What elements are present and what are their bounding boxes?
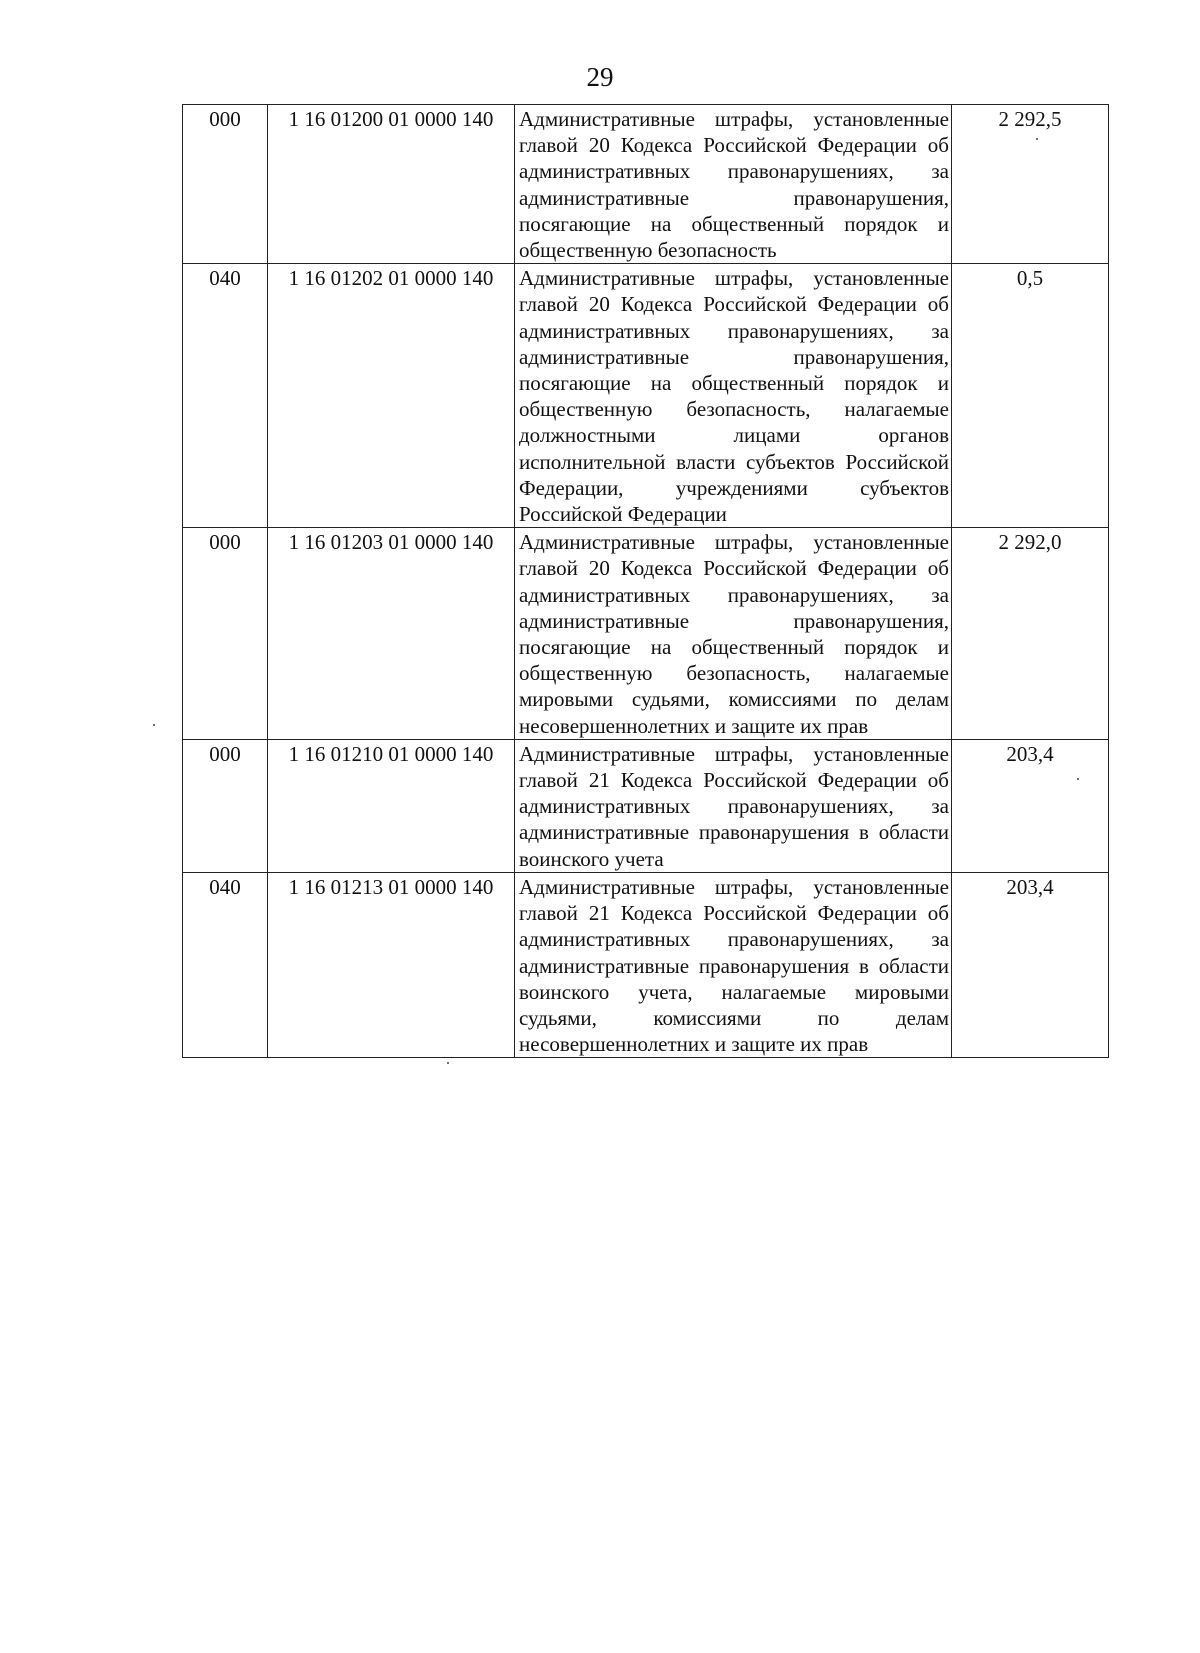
description-text: Административные штрафы, установленные главой 20 Кодекса Российской Федерации об административных правонарушениях, за административные правонарушения, посягающие на общественный порядок и общественную безопасность, налагаемые должностными лицами органов исполнительной власти субъектов Российской Федерации, учреждениями субъектов Российской Федерации [519, 266, 949, 527]
description-text: Административные штрафы, установленные главой 21 Кодекса Российской Федерации об административных правонарушениях, за административные правонарушения в области воинского учета [519, 741, 949, 871]
amount-cell: 203,4 [952, 872, 1109, 1057]
amount-cell: 2 292,0 [952, 528, 1109, 740]
scan-speck [447, 1062, 449, 1064]
admin-code-cell: 000 [183, 105, 268, 264]
amount-cell: 0,5 [952, 264, 1109, 528]
table-row [183, 528, 1109, 740]
amount-cell: 203,4 [952, 739, 1109, 872]
revenue-code-cell: 1 16 01202 01 0000 140 [268, 264, 515, 528]
description-cell [515, 105, 952, 264]
admin-code-cell: 000 [183, 528, 268, 740]
scan-speck [1036, 138, 1038, 140]
table-row [183, 739, 1109, 872]
revenue-code-cell: 1 16 01203 01 0000 140 [268, 528, 515, 740]
revenue-code-cell: 1 16 01210 01 0000 140 [268, 739, 515, 872]
revenue-code-cell: 1 16 01213 01 0000 140 [268, 872, 515, 1057]
revenue-code-cell: 1 16 01200 01 0000 140 [268, 105, 515, 264]
scan-speck [153, 724, 155, 726]
description-text: Административные штрафы, установленные главой 20 Кодекса Российской Федерации об административных правонарушениях, за административные правонарушения, посягающие на общественный порядок и общественную безопасность, налагаемые мировыми судьями, комиссиями по делам несовершеннолетних и защите их прав [519, 530, 949, 738]
scan-speck [1077, 778, 1079, 780]
admin-code-cell: 000 [183, 739, 268, 872]
description-cell [515, 528, 952, 740]
table-row [183, 872, 1109, 1057]
table-row [183, 264, 1109, 528]
admin-code-cell: 040 [183, 872, 268, 1057]
page-number: 29 [586, 62, 614, 92]
description-cell [515, 872, 952, 1057]
description-cell [515, 264, 952, 528]
description-text: Административные штрафы, установленные главой 21 Кодекса Российской Федерации об административных правонарушениях, за административные правонарушения в области воинского учета, налагаемые мировыми судьями, комиссиями по делам несовершеннолетних и защите их прав [519, 874, 949, 1057]
table-row [183, 105, 1109, 264]
description-cell [515, 739, 952, 872]
admin-code-cell: 040 [183, 264, 268, 528]
description-text: Административные штрафы, установленные главой 20 Кодекса Российской Федерации об административных правонарушениях, за административные правонарушения, посягающие на общественный порядок и общественную безопасность [519, 107, 949, 263]
amount-cell: 2 292,5 [952, 105, 1109, 264]
revenue-table [182, 104, 1109, 1058]
